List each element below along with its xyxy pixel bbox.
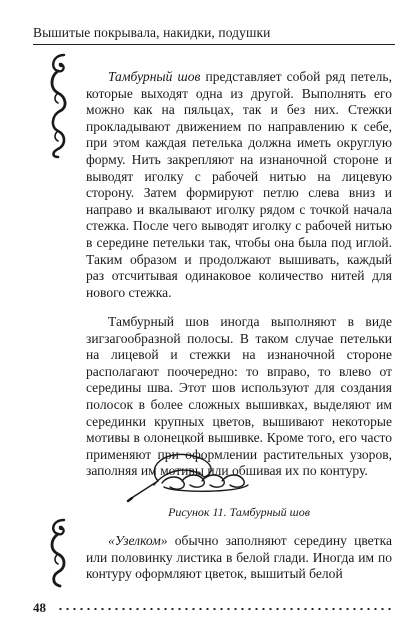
header-rule <box>33 44 395 45</box>
paragraph-knot-stitch <box>86 533 392 583</box>
page-footer <box>33 600 395 616</box>
page-number: 48 <box>33 600 46 615</box>
term-chain-stitch: Тамбурный шов <box>108 69 201 84</box>
scroll-ornament-icon <box>44 51 74 159</box>
figure-caption: Рисунок 11. Тамбурный шов <box>168 505 310 519</box>
chain-stitch-illustration-icon <box>124 447 254 509</box>
paragraph-text: Тамбурный шов иногда выполняют в виде зигзагообразной полосы. В таком случае петельки на лицевой и стежки на изнаночной стороне располагают поочередно: то вправо, то влево от середины шва. Этот шов используют для создания полосок в более сложных вышивках, выделяют им серединки крупных цветов, вышивают некоторые мотивы в олонецкой вышивке. Кроме того, его часто применяют при оформлении растительных узоров, заполняя им мотивы или обшивая их по контуру. <box>86 314 392 479</box>
term-knot-stitch: «Узелком» <box>108 533 168 548</box>
running-head: Вышитые покрывала, накидки, подушки <box>33 25 271 40</box>
paragraph-text: обычно заполняют середину цветка или половинку листика в белой глади. Иногда им по контуру оформляют цветок, вышитый белой <box>86 533 392 582</box>
paragraph-chain-stitch <box>86 69 392 301</box>
dot-leader <box>57 608 395 610</box>
paragraph-text: представляет собой ряд петель, которые выходят одна из другой. Выполнять его можно как на пяльцах, так и без них. Стежки прокладывают движением по направлению к себе, при этом каждая петелька должна иметь округлую форму. Нить закрепляют на изнаночной стороне и выводят иголку с рабочей нитью на лицевую сторону. Затем формируют петлю слева вниз и направо и вкалывают иголку рядом с точкой начала стежка. После чего выводят иголку с рабочей нитью в середине петельки так, чтобы она была под иглой. Таким образом и продолжают вышивать, каждый раз отсчитывая одинаковое количество нитей для нового стежка. <box>86 69 392 300</box>
scroll-ornament-icon <box>44 516 74 590</box>
